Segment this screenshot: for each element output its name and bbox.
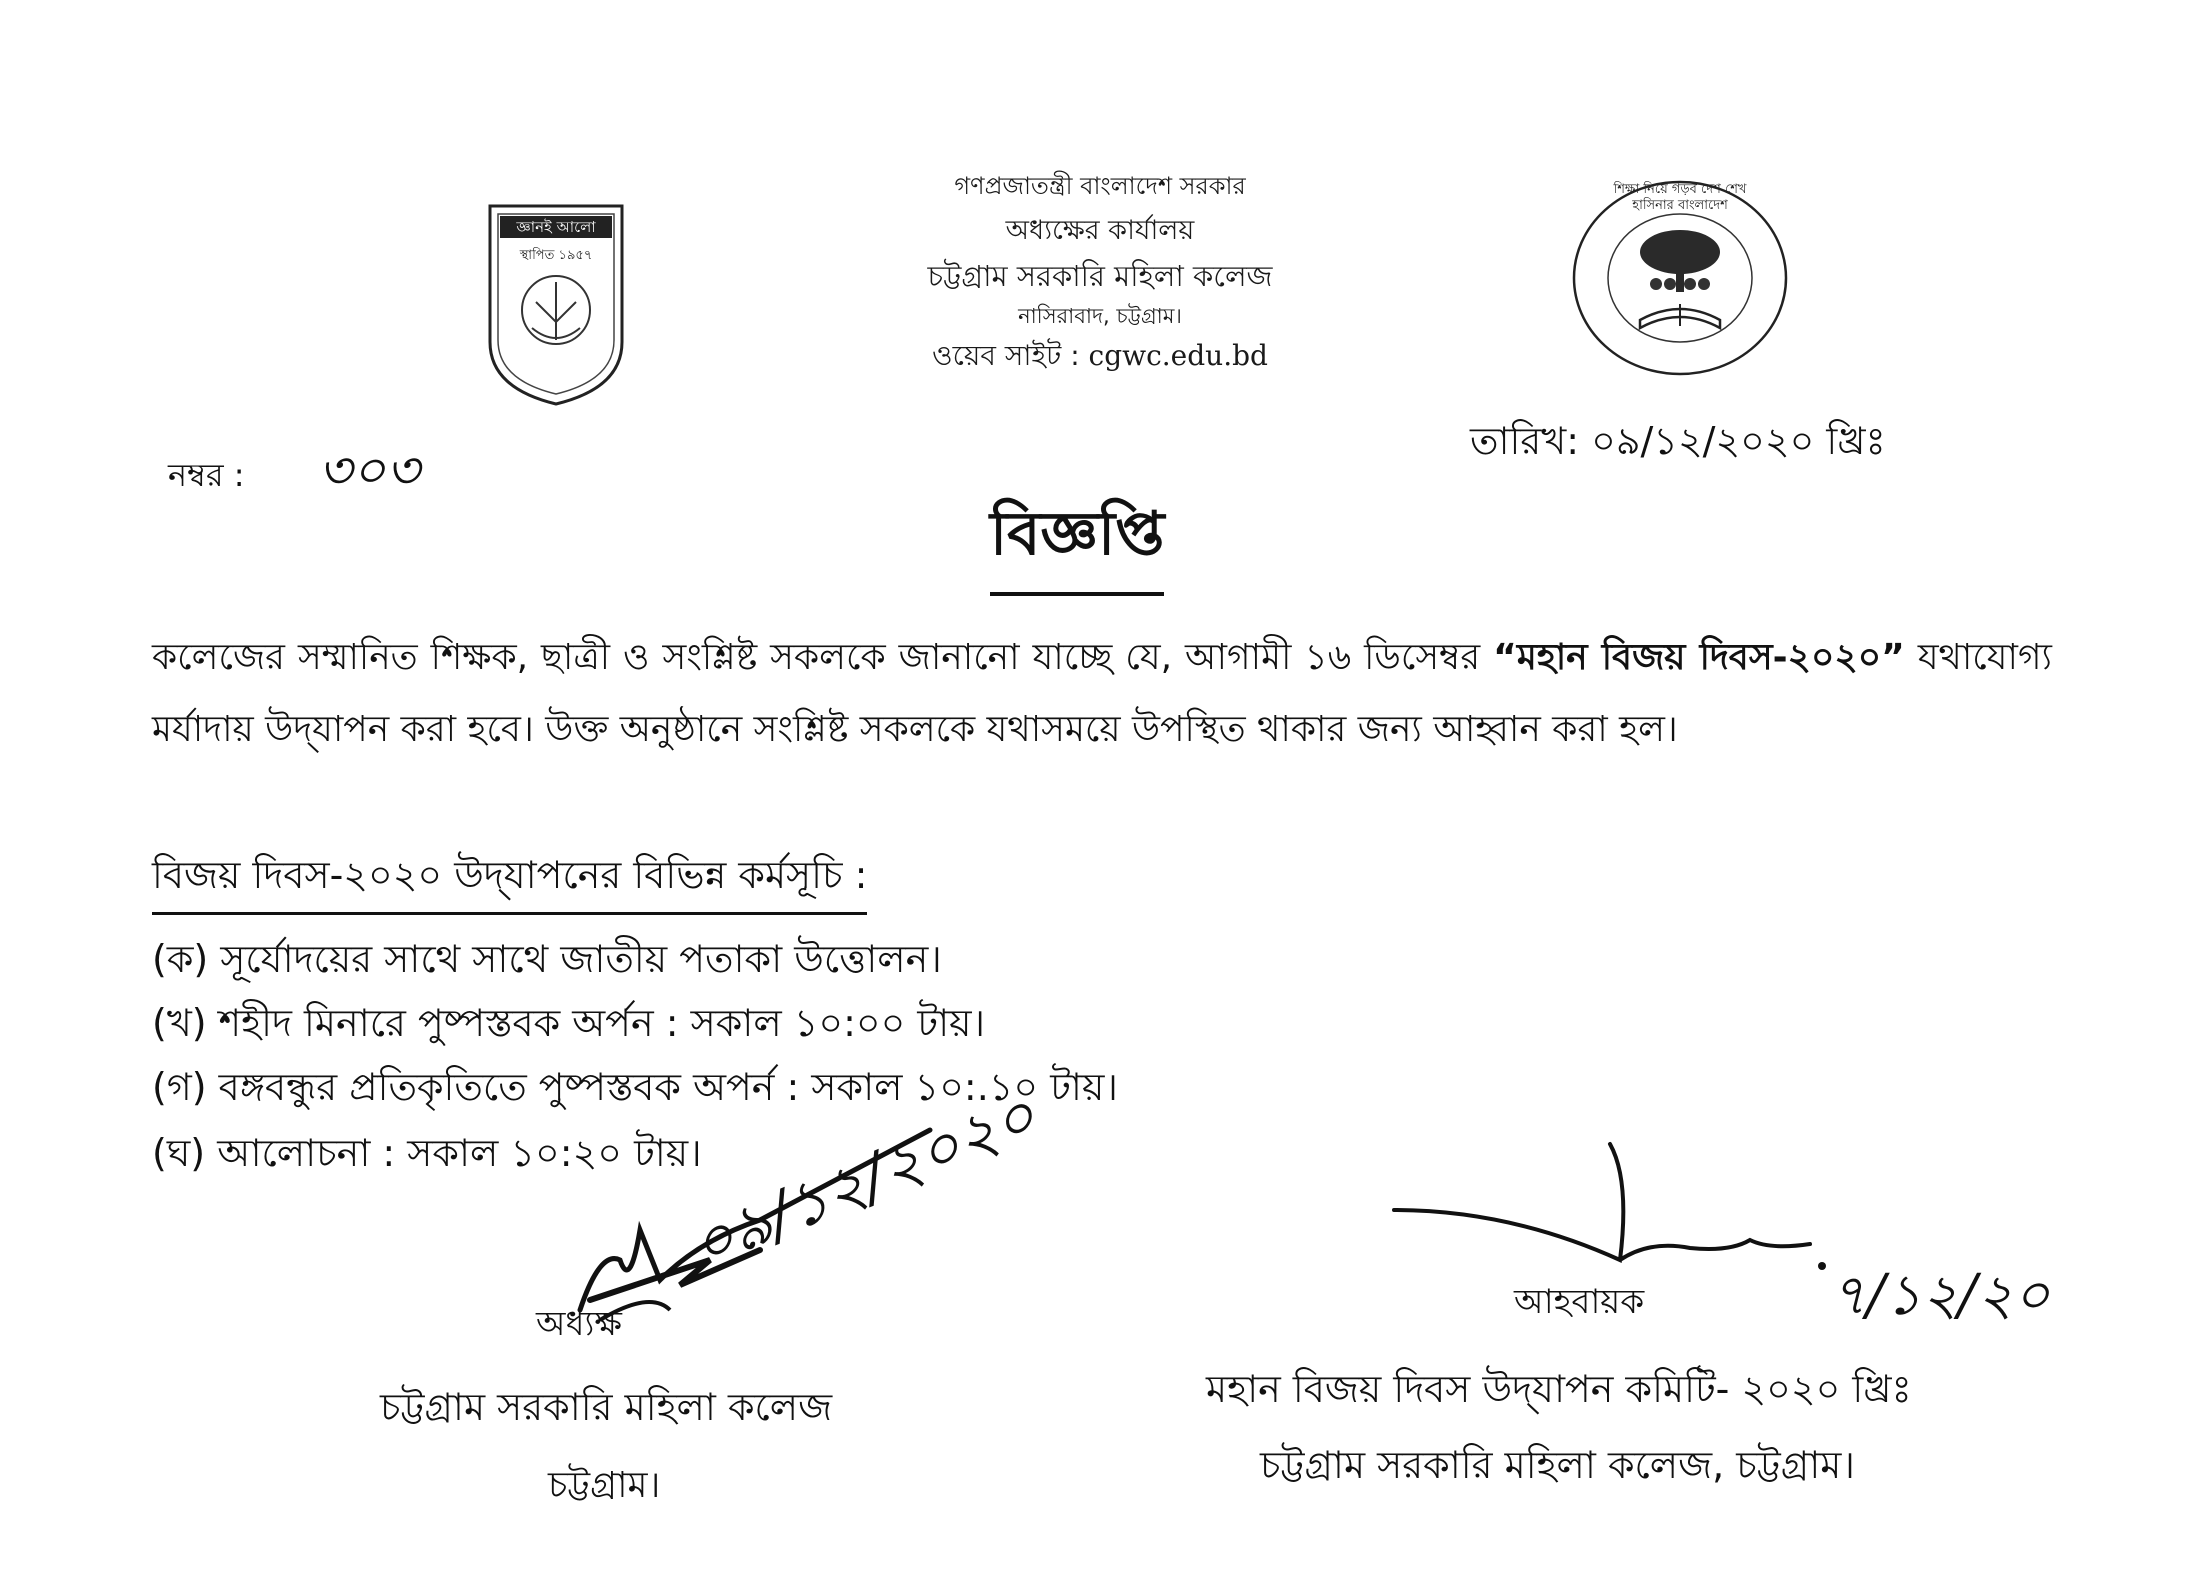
education-emblem-logo xyxy=(1570,178,1790,378)
convener-committee: মহান বিজয় দিবস উদ্‌যাপন কমিটি- ২০২০ খ্রিঃ xyxy=(1206,1367,1912,1411)
convener-signature xyxy=(1390,1140,1830,1290)
convener-title: আহবায়ক xyxy=(1514,1282,1645,1322)
office-name: অধ্যক্ষের কার্যালয় xyxy=(1005,215,1195,246)
emblem-ring-text: শিক্ষা নিয়ে গড়ব দেশ শেখ হাসিনার বাংলাদেশ xyxy=(1613,182,1747,213)
website-label: ওয়েব সাইট : xyxy=(932,339,1089,372)
convener-signature-date: ৭/১২/২০ xyxy=(1830,1263,2050,1328)
notice-body xyxy=(152,622,2052,766)
program-item: (ক) সূর্যোদয়ের সাথে সাথে জাতীয় পতাকা উত্তোলন। xyxy=(152,937,942,981)
website-line xyxy=(780,334,1420,381)
notice-body-part1: কলেজের সম্মানিত শিক্ষক, ছাত্রী ও সংশ্লিষ্ট সকলকে জানানো যাচ্ছে যে, আগামী ১৬ ডিসেম্বর xyxy=(152,637,1494,678)
program-heading: বিজয় দিবস-২০২০ উদ্‌যাপনের বিভিন্ন কর্মসূচি : xyxy=(152,846,867,915)
convener-college: চট্টগ্রাম সরকারি মহিলা কলেজ, চট্টগ্রাম। xyxy=(1260,1443,1855,1487)
principal-college: চট্টগ্রাম সরকারি মহিলা কলেজ xyxy=(380,1385,833,1429)
college-address: নাসিরাবাদ, চট্টগ্রাম। xyxy=(1018,304,1182,328)
website-url: cgwc.edu.bd xyxy=(1088,339,1268,372)
notice-body-event: “মহান বিজয় দিবস-২০২০” xyxy=(1493,637,1905,678)
notice-date: তারিখ: ০৯/১২/২০২০ খ্রিঃ xyxy=(1470,419,1886,463)
program-item: (ঘ) আলোচনা : সকাল ১০:২০ টায়। xyxy=(152,1131,702,1175)
notice-title: বিজ্ঞপ্তি xyxy=(990,488,1164,596)
memo-number-value: ৩০৩ xyxy=(318,441,420,501)
government-name: গণপ্রজাতন্ত্রী বাংলাদেশ সরকার xyxy=(954,172,1246,200)
college-name: চট্টগ্রাম সরকারি মহিলা কলেজ xyxy=(927,259,1273,293)
memo-number-label: নম্বর : xyxy=(168,456,245,494)
principal-title: অধ্যক্ষ xyxy=(536,1304,622,1344)
notice-body-part2: যথাযোগ্য মর্যাদায় উদ্‌যাপন করা হবে। উক্ত অনুষ্ঠানে সংশ্লিষ্ট সকলকে যথাসময়ে উপস্থিত থাকার জন্য আহ্বান করা হল। xyxy=(152,637,2052,750)
crest-established: স্থাপিত ১৯৫৭ xyxy=(519,248,593,263)
college-crest-logo xyxy=(486,202,626,408)
program-item: (খ) শহীদ মিনারে পুষ্পস্তবক অর্পন : সকাল ১০:০০ টায়। xyxy=(152,1001,986,1045)
crest-motto: জ্ঞানই আলো xyxy=(516,218,596,236)
principal-city: চট্টগ্রাম। xyxy=(548,1465,661,1506)
principal-signature-date: ০৯/১২/২০২০ xyxy=(681,1078,1047,1283)
program-item: (গ) বঙ্গবন্ধুর প্রতিকৃতিতে পুষ্পস্তবক অপর্ন : সকাল ১০:.১০ টায়। xyxy=(152,1065,1118,1109)
